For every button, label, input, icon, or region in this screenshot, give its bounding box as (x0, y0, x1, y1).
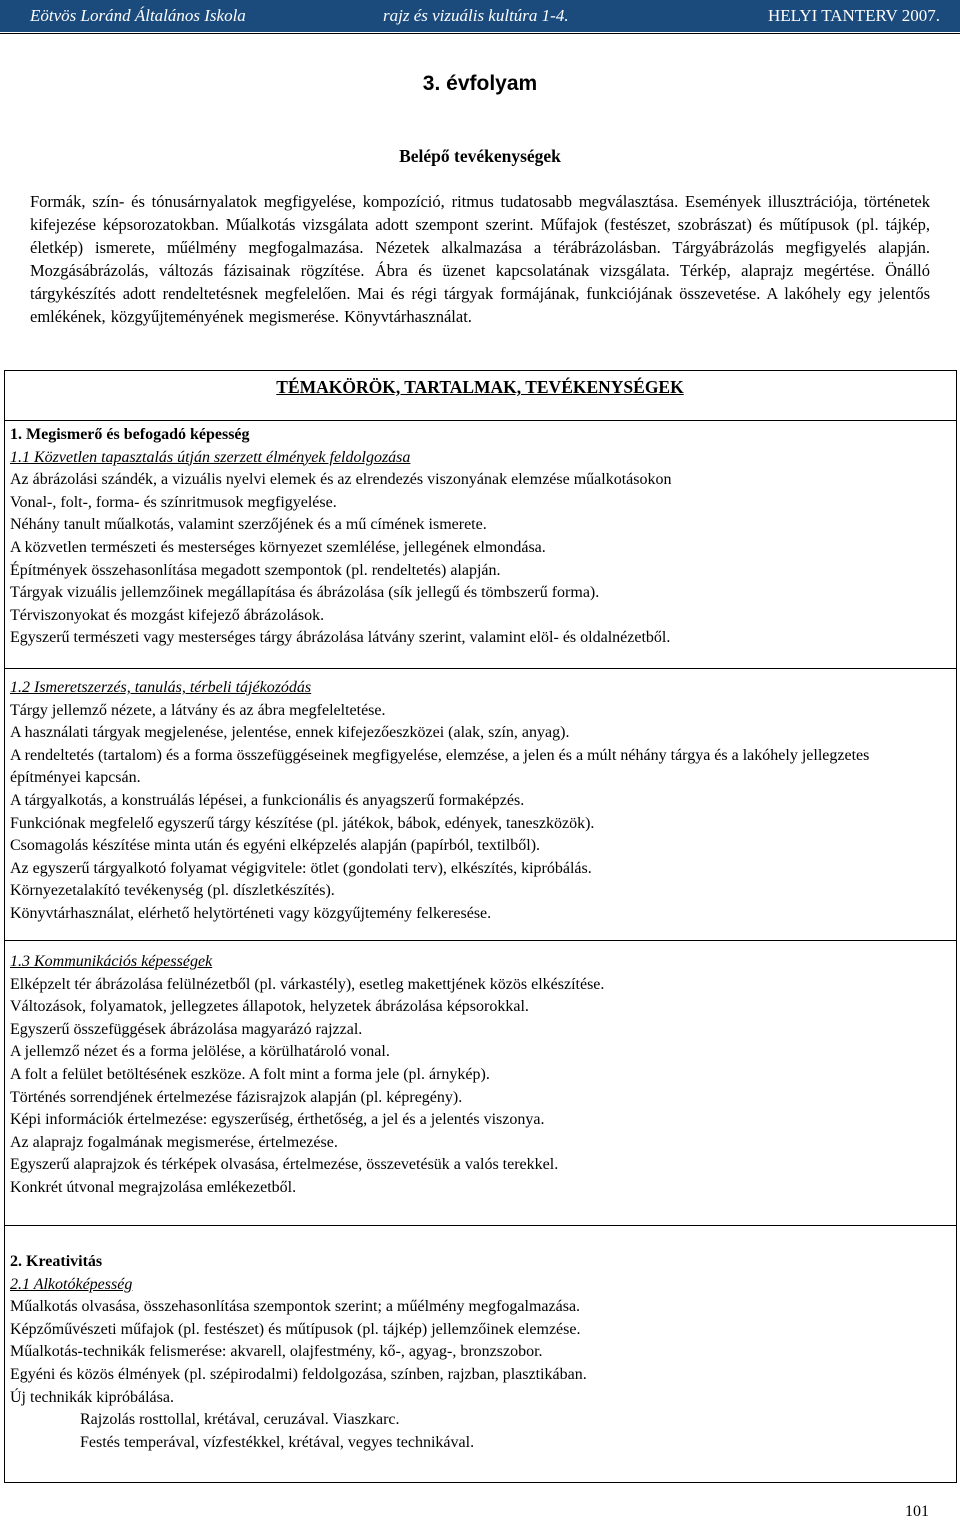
table-border-bottom (4, 1482, 957, 1483)
topics-title: TÉMAKÖRÖK, TARTALMAK, TEVÉKENYSÉGEK (276, 377, 684, 397)
list-item: A folt a felület betöltésének eszköze. A folt mint a forma jele (pl. árnykép). (10, 1065, 490, 1083)
list-item: Műalkotás olvasása, összehasonlítása szempontok szerint; a műélmény megfogalmazása. (10, 1298, 581, 1316)
table-divider (4, 420, 957, 421)
section-heading: 1. Megismerő és befogadó képesség (10, 426, 250, 443)
list-item: Egyszerű természeti vagy mesterséges tárgy ábrázolása látvány szerint, valamint elöl- és oldalnézetből. (10, 629, 671, 647)
subsection-title: 1.1 Közvetlen tapasztalás útján szerzett élmények feldolgozása (10, 448, 411, 466)
list-item: Könyvtárhasználat, elérhető helytörténeti vagy közgyűjtemény felkeresése. (10, 904, 492, 922)
list-item: Tárgyak vizuális jellemzőinek megállapítása és ábrázolása (sík jellegű és tömbszerű forma). (10, 584, 600, 602)
grade-title: 3. évfolyam (422, 72, 538, 95)
list-item: Építmények összehasonlítása megadott szempontok (pl. rendeltetés) alapján. (10, 561, 501, 579)
list-item: Történés sorrendjének értelmezése fázisrajzok alapján (pl. képregény). (10, 1088, 463, 1106)
section-1-3 (10, 951, 940, 1200)
list-item: Egyéni és közös élmények (pl. szépirodalmi) feldolgozása, színben, rajzban, plasztikában. (10, 1365, 587, 1383)
list-item: Elképzelt tér ábrázolása felülnézetből (pl. várkastély), esetleg makettjének közös elkészítése. (10, 975, 605, 993)
section-2-1 (10, 1251, 940, 1454)
table-divider (4, 1225, 957, 1226)
list-item: A jellemző nézet és a forma jelölése, a körülhatároló vonal. (10, 1043, 390, 1061)
list-item: Rajzolás rosttollal, krétával, ceruzával. Viaszkarc. (80, 1411, 400, 1429)
list-item: Változások, folyamatok, jellegzetes állapotok, helyzetek ábrázolása képsorokkal. (10, 998, 529, 1016)
list-item: Vonal-, folt-, forma- és színritmusok megfigyelése. (10, 493, 337, 511)
header-subject: rajz és vizuális kultúra 1-4. (383, 6, 569, 25)
list-item: Környezetalakító tevékenység (pl. díszletkészítés). (10, 882, 335, 900)
list-item: Egyszerű alaprajzok és térképek olvasása, értelmezése, összevetésük a valós terekkel. (10, 1156, 559, 1174)
subsection-title: 1.3 Kommunikációs képességek (10, 953, 213, 970)
list-item: Új technikák kipróbálása. (10, 1388, 174, 1406)
list-item: Térviszonyokat és mozgást kifejező ábrázolások. (10, 606, 325, 624)
page-header (0, 0, 960, 34)
list-item: Néhány tanult műalkotás, valamint szerzőjének és a mű címének ismerete. (10, 516, 487, 534)
list-item: Műalkotás-technikák felismerése: akvarell, olajfestmény, kő-, agyag-, bronzszobor. (10, 1343, 543, 1361)
list-item: Funkciónak megfelelő egyszerű tárgy készítése (pl. játékok, bábok, edények, taneszközök). (10, 814, 595, 832)
section-heading: 2. Kreativitás (10, 1253, 103, 1270)
list-item: A tárgyalkotás, a konstruálás lépései, a funkcionális és anyagszerű formaképzés. (10, 791, 525, 809)
table-divider (4, 668, 957, 669)
subsection-title: 1.2 Ismeretszerzés, tanulás, térbeli tájékozódás (10, 679, 312, 696)
subsection-title: 2.1 Alkotóképesség (10, 1275, 133, 1293)
list-item: Képzőművészeti műfajok (pl. festészet) és műtípusok (pl. tájkép) jellemzőinek elemzése. (10, 1320, 581, 1338)
section-1-2 (10, 677, 940, 926)
entry-activities-text: Formák, szín- és tónusárnyalatok megfigyelése, kompozíció, ritmus tudatosabb megválasztása. Események illusztrációja, történetek kifejezése képsorozatokban. Műalkotás vizsgálata adott szempont szerint. Műfajok (festészet, szobrászat) és műtípusok (pl. tájkép, életkép) ismerete, műélmény megfogalmazása. Nézetek alkalmazása a térábrázolásban. Tárgyábrázolás megfigyelés alapján. Mozgásábrázolás, változás fázisainak rögzítése. Ábra és üzenet kapcsolatának vizsgálata. Térkép, alaprajz megértése. Önálló tárgykészítés adott rendeltetésnek megfelelően. Mai és régi tárgyak formájának, funkciójának összevetése. A lakóhely egy jelentős emlékének, közgyűjteményének megismerése. Könyvtárhasználat. (30, 192, 930, 326)
list-item: A rendeltetés (tartalom) és a forma összefüggéseinek megfigyelése, elemzése, a jelen és a múlt néhány tárgya és a lakóhely jellegzetes építményei kapcsán. (10, 746, 870, 787)
section-1-1 (10, 424, 940, 650)
list-item: Az ábrázolási szándék, a vizuális nyelvi elemek és az elrendezés viszonyának elemzése műalkotásokon (10, 471, 672, 489)
list-item: Képi információk értelmezése: egyszerűség, érthetőség, a jel és a jelentés viszonya. (10, 1111, 545, 1129)
list-item: Festés temperával, vízfestékkel, krétával, vegyes technikával. (80, 1433, 475, 1451)
list-item: Egyszerű összefüggések ábrázolása magyarázó rajzzal. (10, 1020, 363, 1038)
list-item: A közvetlen természeti és mesterséges környezet szemlélése, jellegének elmondása. (10, 538, 546, 556)
list-item: Tárgy jellemző nézete, a látvány és az ábra megfeleltetése. (10, 701, 386, 719)
list-item: Az egyszerű tárgyalkotó folyamat végigvitele: ötlet (gondolati terv), elkészítés, kipróbálás. (10, 859, 592, 877)
header-school: Eötvös Loránd Általános Iskola (30, 6, 246, 25)
header-curriculum: HELYI TANTERV 2007. (767, 6, 940, 25)
entry-activities-title: Belépő tevékenységek (399, 146, 561, 166)
list-item: Az alaprajz fogalmának megismerése, értelmezése. (10, 1133, 338, 1151)
page-number: 101 (905, 1503, 929, 1520)
table-divider (4, 940, 957, 941)
list-item: Csomagolás készítése minta után és egyéni elképzelés alapján (papírból, textilből). (10, 837, 541, 855)
list-item: Konkrét útvonal megrajzolása emlékezetből. (10, 1178, 297, 1196)
list-item: A használati tárgyak megjelenése, jelentése, ennek kifejezőeszközei (alak, szín, anyag). (10, 724, 570, 742)
